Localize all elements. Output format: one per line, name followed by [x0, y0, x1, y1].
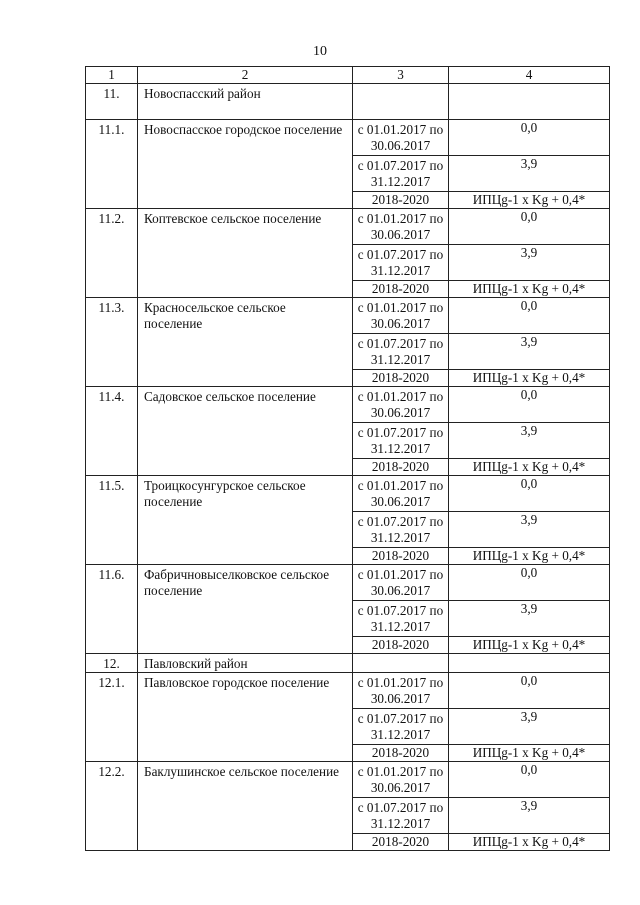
period-cell: с 01.07.2017 по 31.12.2017: [353, 709, 449, 745]
settlement-number: 12.1.: [86, 673, 138, 762]
table-row: [86, 565, 610, 601]
region-number: 12.: [86, 654, 138, 673]
period-cell: с 01.07.2017 по 31.12.2017: [353, 512, 449, 548]
settlement-name: Новоспасское городское поселение: [138, 120, 353, 209]
period-cell: с 01.01.2017 по 30.06.2017: [353, 387, 449, 423]
value-cell: ИПЦg-1 х Kg + 0,4*: [449, 192, 610, 209]
settlement-name: Троицкосунгурское сельское поселение: [138, 476, 353, 565]
settlement-number: 11.6.: [86, 565, 138, 654]
value-cell: 0,0: [449, 565, 610, 601]
table-row: [86, 673, 610, 709]
value-cell: 3,9: [449, 334, 610, 370]
table-body: [86, 84, 610, 851]
settlement-name: Садовское сельское поселение: [138, 387, 353, 476]
settlement-number: 11.5.: [86, 476, 138, 565]
settlement-name: Павловское городское поселение: [138, 673, 353, 762]
region-number: 11.: [86, 84, 138, 120]
settlement-name: Красносельское сельское поселение: [138, 298, 353, 387]
value-cell: 3,9: [449, 601, 610, 637]
settlement-number: 11.1.: [86, 120, 138, 209]
empty-cell: [449, 84, 610, 120]
value-cell: ИПЦg-1 х Kg + 0,4*: [449, 548, 610, 565]
period-cell: с 01.07.2017 по 31.12.2017: [353, 423, 449, 459]
period-cell: с 01.07.2017 по 31.12.2017: [353, 601, 449, 637]
table-row: [86, 120, 610, 156]
value-cell: ИПЦg-1 х Kg + 0,4*: [449, 745, 610, 762]
period-cell: с 01.01.2017 по 30.06.2017: [353, 673, 449, 709]
period-cell: 2018-2020: [353, 548, 449, 565]
settlement-number: 11.4.: [86, 387, 138, 476]
table-row: [86, 387, 610, 423]
column-header: 3: [353, 67, 449, 84]
value-cell: ИПЦg-1 х Kg + 0,4*: [449, 637, 610, 654]
period-cell: 2018-2020: [353, 370, 449, 387]
value-cell: 0,0: [449, 209, 610, 245]
value-cell: 3,9: [449, 512, 610, 548]
value-cell: 0,0: [449, 387, 610, 423]
value-cell: 3,9: [449, 798, 610, 834]
empty-cell: [353, 654, 449, 673]
header-row: [86, 67, 610, 84]
period-cell: с 01.07.2017 по 31.12.2017: [353, 245, 449, 281]
value-cell: ИПЦg-1 х Kg + 0,4*: [449, 370, 610, 387]
region-name: Новоспасский район: [138, 84, 353, 120]
period-cell: с 01.01.2017 по 30.06.2017: [353, 298, 449, 334]
region-name: Павловский район: [138, 654, 353, 673]
value-cell: 3,9: [449, 156, 610, 192]
settlement-name: Баклушинское сельское поселение: [138, 762, 353, 851]
table-row: [86, 762, 610, 798]
period-cell: с 01.07.2017 по 31.12.2017: [353, 156, 449, 192]
value-cell: 3,9: [449, 245, 610, 281]
value-cell: 3,9: [449, 423, 610, 459]
column-header: 1: [86, 67, 138, 84]
empty-cell: [449, 654, 610, 673]
settlement-number: 11.2.: [86, 209, 138, 298]
period-cell: 2018-2020: [353, 637, 449, 654]
period-cell: 2018-2020: [353, 745, 449, 762]
value-cell: ИПЦg-1 х Kg + 0,4*: [449, 281, 610, 298]
period-cell: 2018-2020: [353, 192, 449, 209]
value-cell: 0,0: [449, 298, 610, 334]
value-cell: 0,0: [449, 120, 610, 156]
column-header: 4: [449, 67, 610, 84]
period-cell: 2018-2020: [353, 281, 449, 298]
settlement-number: 12.2.: [86, 762, 138, 851]
page-number: 10: [313, 44, 327, 59]
column-header: 2: [138, 67, 353, 84]
period-cell: 2018-2020: [353, 459, 449, 476]
value-cell: 0,0: [449, 762, 610, 798]
period-cell: с 01.07.2017 по 31.12.2017: [353, 798, 449, 834]
period-cell: с 01.01.2017 по 30.06.2017: [353, 120, 449, 156]
settlement-number: 11.3.: [86, 298, 138, 387]
period-cell: с 01.01.2017 по 30.06.2017: [353, 209, 449, 245]
table-row: [86, 209, 610, 245]
value-cell: ИПЦg-1 х Kg + 0,4*: [449, 459, 610, 476]
period-cell: с 01.01.2017 по 30.06.2017: [353, 565, 449, 601]
value-cell: ИПЦg-1 х Kg + 0,4*: [449, 834, 610, 851]
value-cell: 0,0: [449, 476, 610, 512]
settlement-name: Фабричновыселковское сельское поселение: [138, 565, 353, 654]
region-row: [86, 84, 610, 120]
period-cell: с 01.07.2017 по 31.12.2017: [353, 334, 449, 370]
period-cell: 2018-2020: [353, 834, 449, 851]
empty-cell: [353, 84, 449, 120]
region-row: [86, 654, 610, 673]
period-cell: с 01.01.2017 по 30.06.2017: [353, 762, 449, 798]
tariff-table: [85, 66, 610, 851]
value-cell: 0,0: [449, 673, 610, 709]
value-cell: 3,9: [449, 709, 610, 745]
period-cell: с 01.01.2017 по 30.06.2017: [353, 476, 449, 512]
settlement-name: Коптевское сельское поселение: [138, 209, 353, 298]
table-row: [86, 476, 610, 512]
table-row: [86, 298, 610, 334]
